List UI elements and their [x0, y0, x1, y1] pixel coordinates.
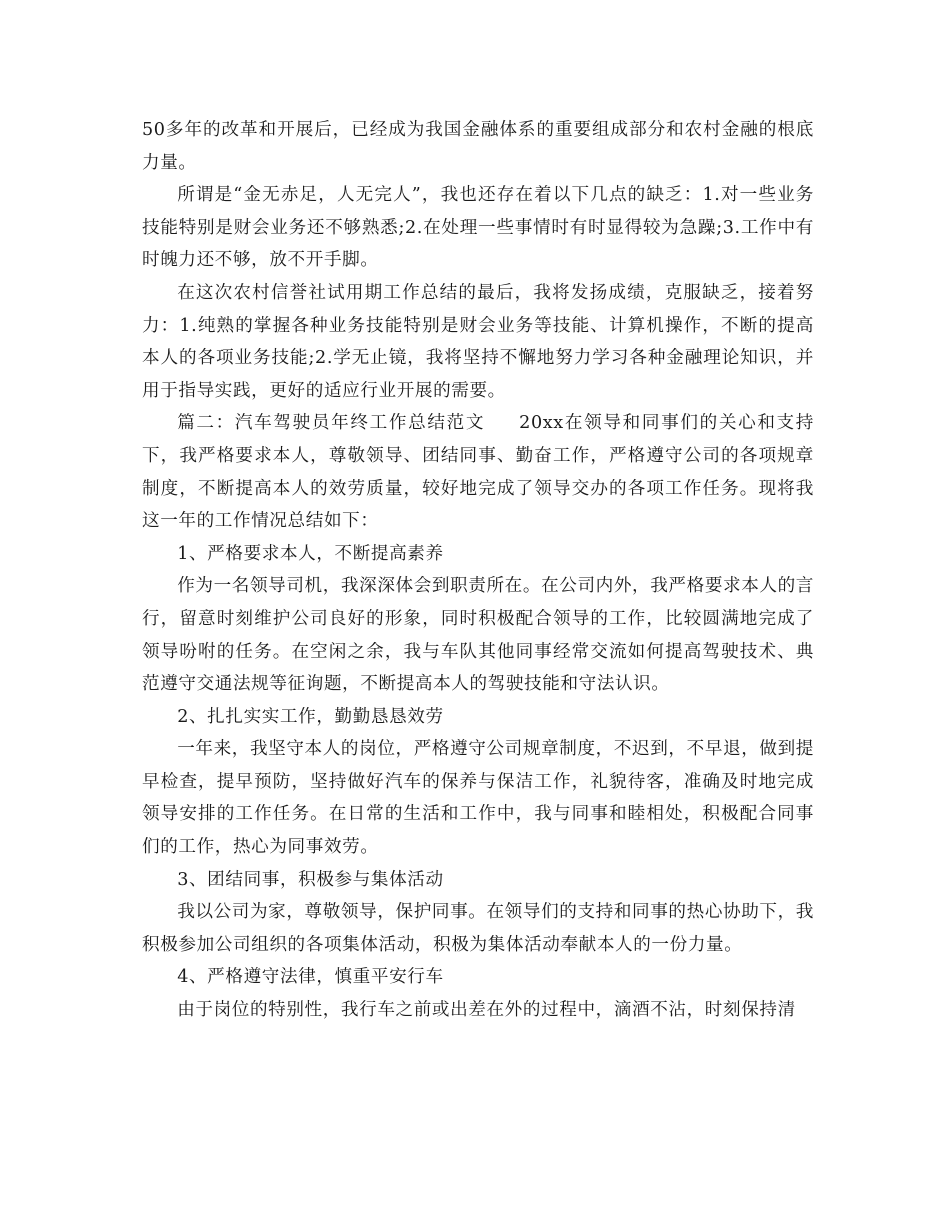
paragraph: 一年来，我坚守本人的岗位，严格遵守公司规章制度，不迟到，不早退，做到提早检查，提早预防，坚持做好汽车的保养与保洁工作，礼貌待客，准确及时地完成领导安排的工作任务。在日常的生活和工作中，我与同事和睦相处，积极配合同事们的工作，热心为同事效劳。	[142, 739, 814, 858]
section-heading: 3、团结同事，积极参与集体活动	[177, 869, 444, 890]
paragraph-with-title	[142, 407, 814, 537]
paragraph: 由于岗位的特别性，我行车之前或出差在外的过程中，滴酒不沾，时刻保持清	[177, 1000, 796, 1021]
paragraph: 所谓是“金无赤足，人无完人”，我也还存在着以下几点的缺乏：1.对一些业务技能特别是财会业务还不够熟悉;2.在处理一些事情时有时显得较为急躁;3.工作中有时魄力还不够，放不开手脚。	[142, 185, 814, 271]
paragraph-text: 20xx在领导和同事们的关心和支持下，我严格要求本人，尊敬领导、团结同事、勤奋工作，严格遵守公司的各项规章制度，不断提高本人的效劳质量，较好地完成了领导交办的各项工作任务。现将我这一年的工作情况总结如下：	[142, 413, 815, 532]
document-body	[142, 114, 814, 1027]
paragraph: 在这次农村信誉社试用期工作总结的最后，我将发扬成绩，克服缺乏，接着努力：1.纯熟的掌握各种业务技能特别是财会业务等技能、计算机操作，不断的提高本人的各项业务技能;2.学无止镜，我将坚持不懈地努力学习各种金融理论知识，并用于指导实践，更好的适应行业开展的需要。	[142, 282, 814, 401]
section-heading: 1、严格要求本人，不断提高素养	[177, 543, 444, 564]
section-heading: 2、扎扎实实工作，勤勤恳恳效劳	[177, 706, 444, 727]
paragraph: 我以公司为家，尊敬领导，保护同事。在领导们的支持和同事的热心协助下，我积极参加公司组织的各项集体活动，积极为集体活动奉献本人的一份力量。	[142, 902, 814, 955]
section-heading: 4、严格遵守法律，慎重平安行车	[177, 967, 444, 988]
section-title: 篇二：汽车驾驶员年终工作总结范文	[177, 413, 486, 434]
paragraph: 作为一名领导司机，我深深体会到职责所在。在公司内外，我严格要求本人的言行，留意时刻维护公司良好的形象，同时积极配合领导的工作，比较圆满地完成了领导吩咐的任务。在空闲之余，我与车队其他同事经常交流如何提高驾驶技术、典范遵守交通法规等征询题，不断提高本人的驾驶技能和守法认识。	[142, 576, 814, 695]
paragraph: 50多年的改革和开展后，已经成为我国金融体系的重要组成部分和农村金融的根底力量。	[142, 120, 814, 173]
